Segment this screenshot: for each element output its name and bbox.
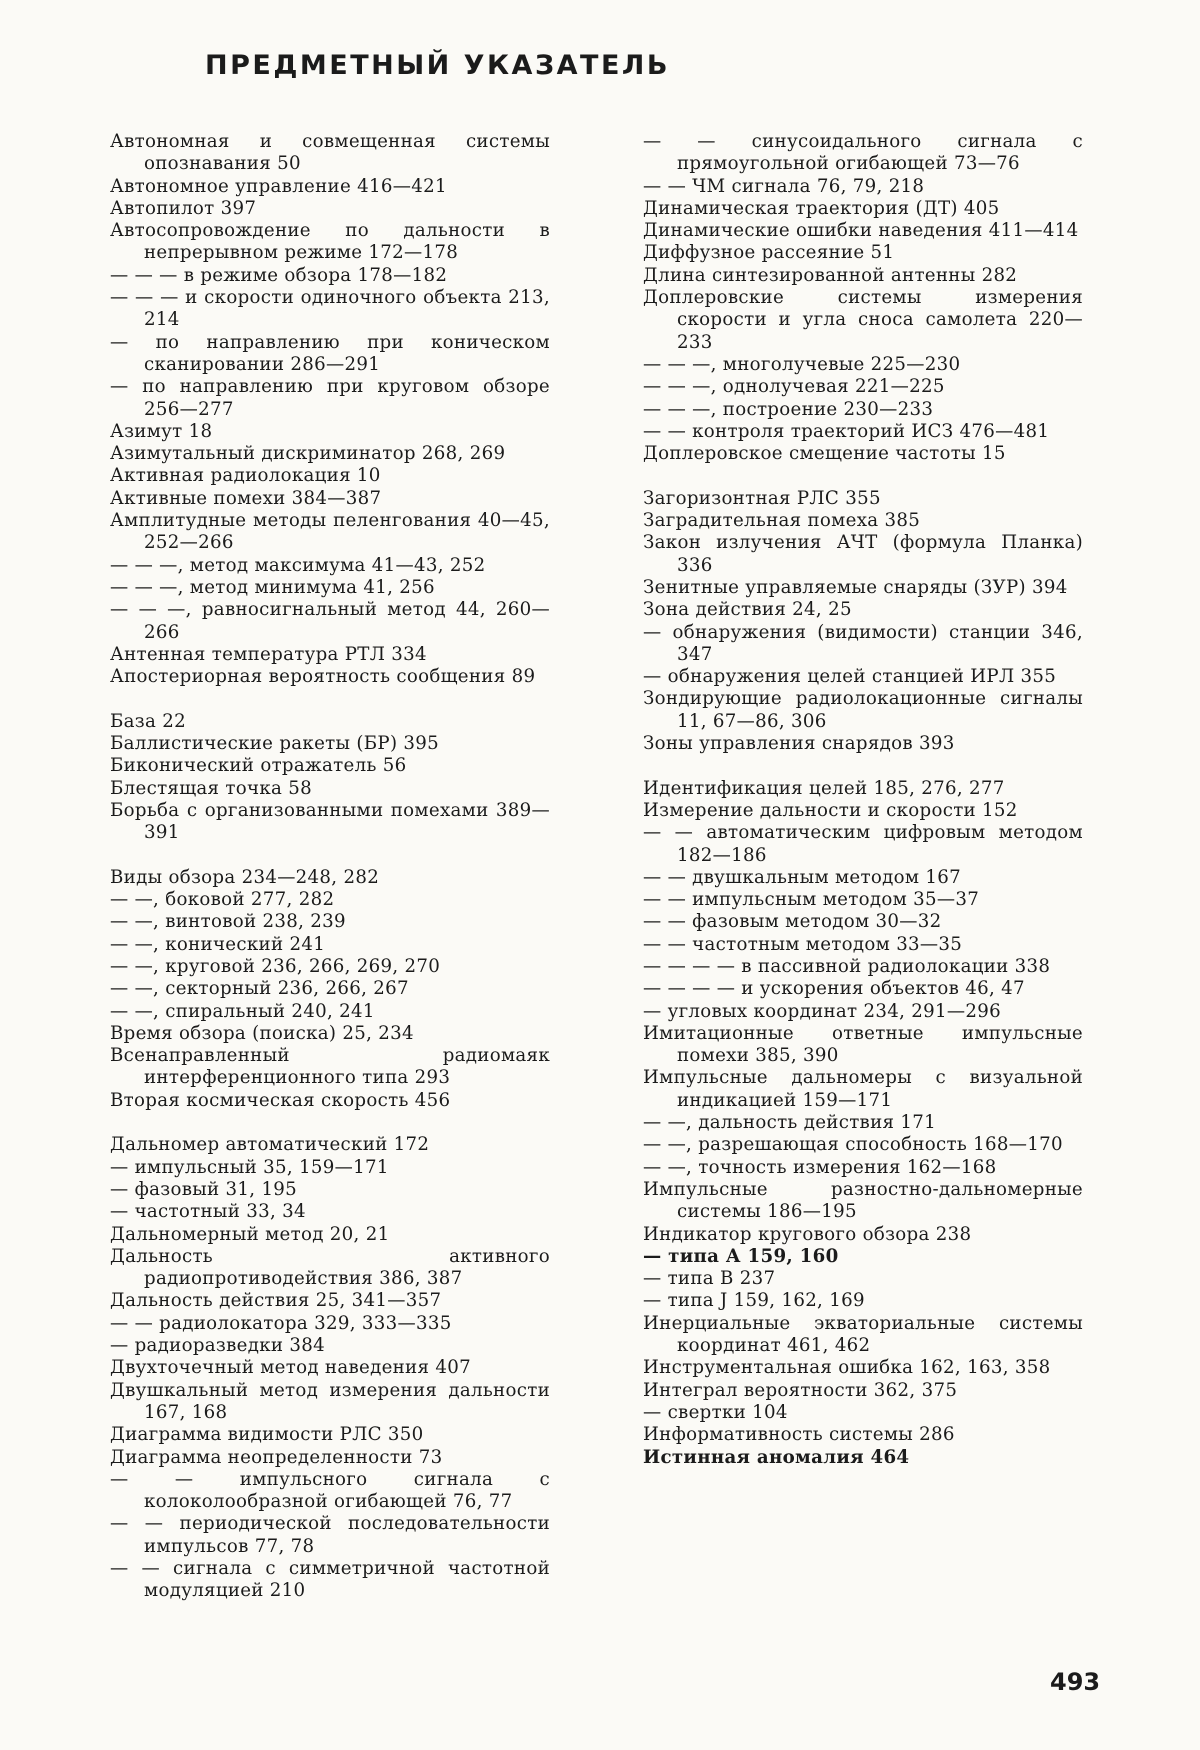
index-entry: Измерение дальности и скорости 152 [643,799,1018,821]
section-gap [643,465,1083,487]
index-entry: — — синусоидального сигнала с прямоугольной огибающей 73—76 [643,131,1083,175]
index-entry: Динамическая траектория (ДТ) 405 [643,197,1000,219]
index-entry: Активные помехи 384—387 [110,487,382,509]
index-entry: Имитационные ответные импульсные помехи 385, 390 [643,1022,1083,1067]
section-gap [110,688,550,710]
index-entry: — частотный 33, 34 [110,1201,306,1223]
index-entry: — — сигнала с симметричной частотной модуляцией 210 [110,1558,550,1602]
index-entry: Дальномер автоматический 172 [110,1134,430,1156]
index-entry: — радиоразведки 384 [110,1335,326,1357]
index-entry: Двухточечный метод наведения 407 [110,1357,471,1379]
index-entry: — — — в режиме обзора 178—182 [110,264,448,286]
index-entry: Зондирующие радиолокационные сигналы 11, 67—86, 306 [643,688,1083,732]
index-entry: — угловых координат 234, 291—296 [643,1000,1001,1022]
index-entry: Инерциальные экваториальные системы координат 461, 462 [643,1312,1083,1357]
index-entry: Дальномерный метод 20, 21 [110,1223,390,1245]
index-entry: — — —, метод минимума 41, 256 [110,576,435,598]
index-entry: Длина синтезированной антенны 282 [643,264,1018,286]
index-entry: Баллистические ракеты (БР) 395 [110,733,440,755]
index-entry: — — контроля траекторий ИСЗ 476—481 [643,420,1050,442]
index-entry: Зоны управления снарядов 393 [643,733,955,755]
index-entry: Активная радиолокация 10 [110,465,381,487]
index-entry: Виды обзора 234—248, 282 [110,866,380,888]
index-entry: Доплеровские системы измерения скорости и угла сноса самолета 220—233 [643,287,1083,353]
index-entry: Время обзора (поиска) 25, 234 [110,1022,414,1044]
index-entry: — — радиолокатора 329, 333—335 [110,1312,452,1334]
index-entry: — — — — в пассивной радиолокации 338 [643,955,1051,977]
index-entry: Закон излучения АЧТ (формула Планка) 336 [643,532,1083,576]
index-column-left [110,131,550,1603]
index-entry: Диффузное рассеяние 51 [643,242,895,264]
index-entry: Импульсные разностно-дальномерные системы 186—195 [643,1178,1083,1223]
index-entry: Блестящая точка 58 [110,777,312,799]
index-entry: — —, винтовой 238, 239 [110,911,346,933]
index-entry: Дальность действия 25, 341—357 [110,1290,442,1312]
index-entry: — — двушкальным методом 167 [643,866,961,888]
index-entry: — — —, многолучевые 225—230 [643,353,961,375]
index-entry: — по направлению при круговом обзоре 256—277 [110,376,550,420]
section-gap [110,1112,550,1134]
index-entry: Динамические ошибки наведения 411—414 [643,220,1079,242]
index-entry: Импульсные дальномеры с визуальной индикацией 159—171 [643,1067,1083,1111]
index-entry: — —, круговой 236, 266, 269, 270 [110,955,441,977]
index-entry: Истинная аномалия 464 [643,1446,910,1468]
index-entry: Индикатор кругового обзора 238 [643,1223,972,1245]
index-entry: — по направлению при коническом сканировании 286—291 [110,331,550,375]
index-entry: Всенаправленный радиомаяк интерференционного типа 293 [110,1045,550,1089]
index-entry: Борьба с организованными помехами 389—391 [110,799,550,844]
index-entry: — —, спиральный 240, 241 [110,1000,375,1022]
index-entry: — типа J 159, 162, 169 [643,1290,865,1312]
index-entry: Зенитные управляемые снаряды (ЗУР) 394 [643,576,1068,598]
index-entry: Инструментальная ошибка 162, 163, 358 [643,1357,1051,1379]
index-entry: — типа В 237 [643,1268,776,1290]
index-entry: — — — — и ускорения объектов 46, 47 [643,978,1025,1000]
index-entry: — импульсный 35, 159—171 [110,1156,389,1178]
index-entry: Диаграмма неопределенности 73 [110,1446,443,1468]
index-entry: Информативность системы 286 [643,1424,955,1446]
index-entry: — — — и скорости одиночного объекта 213, 214 [110,287,550,331]
index-entry: — —, секторный 236, 266, 267 [110,978,409,1000]
index-entry: — — фазовым методом 30—32 [643,911,942,933]
index-entry: — — импульсного сигнала с колоколообразной огибающей 76, 77 [110,1468,550,1513]
index-entry: — — —, метод максимума 41—43, 252 [110,554,486,576]
index-entry: — —, конический 241 [110,933,326,955]
index-entry: Биконический отражатель 56 [110,755,407,777]
index-entry: Загоризонтная РЛС 355 [643,487,881,509]
index-entry: — обнаружения целей станцией ИРЛ 355 [643,666,1057,688]
index-entry: — —, боковой 277, 282 [110,889,335,911]
index-entry: — —, точность измерения 162—168 [643,1156,997,1178]
page-title: ПРЕДМЕТНЫЙ УКАЗАТЕЛЬ [205,50,670,81]
index-column-right [643,131,1083,1469]
index-entry: — обнаружения (видимости) станции 346, 347 [643,621,1083,665]
index-entry: Автопилот 397 [110,197,257,219]
section-gap [110,845,550,867]
index-entry: — — импульсным методом 35—37 [643,889,980,911]
index-entry: — — —, равносигнальный метод 44, 260—266 [110,599,550,643]
index-entry: Азимут 18 [110,420,213,442]
index-entry: — —, разрешающая способность 168—170 [643,1134,1063,1156]
index-entry: — фазовый 31, 195 [110,1178,298,1200]
index-entry: Зона действия 24, 25 [643,599,852,621]
index-entry: — — периодической последовательности импульсов 77, 78 [110,1513,550,1557]
index-entry: Двушкальный метод измерения дальности 167, 168 [110,1379,550,1423]
index-entry: Амплитудные методы пеленгования 40—45, 252—266 [110,510,550,554]
index-entry: Дальность активного радиопротиводействия 386, 387 [110,1245,550,1290]
index-entry: — — ЧМ сигнала 76, 79, 218 [643,175,925,197]
index-entry: — — автоматическим цифровым методом 182—186 [643,822,1083,866]
index-entry: Автосопровождение по дальности в непрерывном режиме 172—178 [110,220,550,264]
index-entry: Диаграмма видимости РЛС 350 [110,1424,424,1446]
index-entry: База 22 [110,710,186,732]
index-entry: Апостериорная вероятность сообщения 89 [110,666,536,688]
index-entry: — — —, построение 230—233 [643,398,934,420]
index-entry: — — —, однолучевая 221—225 [643,376,945,398]
index-entry: Азимутальный дискриминатор 268, 269 [110,443,506,465]
index-entry: Автономное управление 416—421 [110,175,447,197]
section-gap [643,755,1083,777]
index-entry: Доплеровское смещение частоты 15 [643,443,1006,465]
index-entry: — — частотным методом 33—35 [643,933,963,955]
page-number: 493 [1050,1668,1101,1696]
index-entry: Заградительная помеха 385 [643,510,921,532]
index-entry: Идентификация целей 185, 276, 277 [643,777,1005,799]
index-entry: — типа А 159, 160 [643,1245,839,1267]
index-entry: — свертки 104 [643,1401,788,1423]
index-entry: — —, дальность действия 171 [643,1112,936,1134]
index-entry: Автономная и совмещенная системы опознавания 50 [110,131,550,175]
index-entry: Вторая космическая скорость 456 [110,1089,451,1111]
index-entry: Антенная температура РТЛ 334 [110,643,427,665]
index-entry: Интеграл вероятности 362, 375 [643,1379,958,1401]
